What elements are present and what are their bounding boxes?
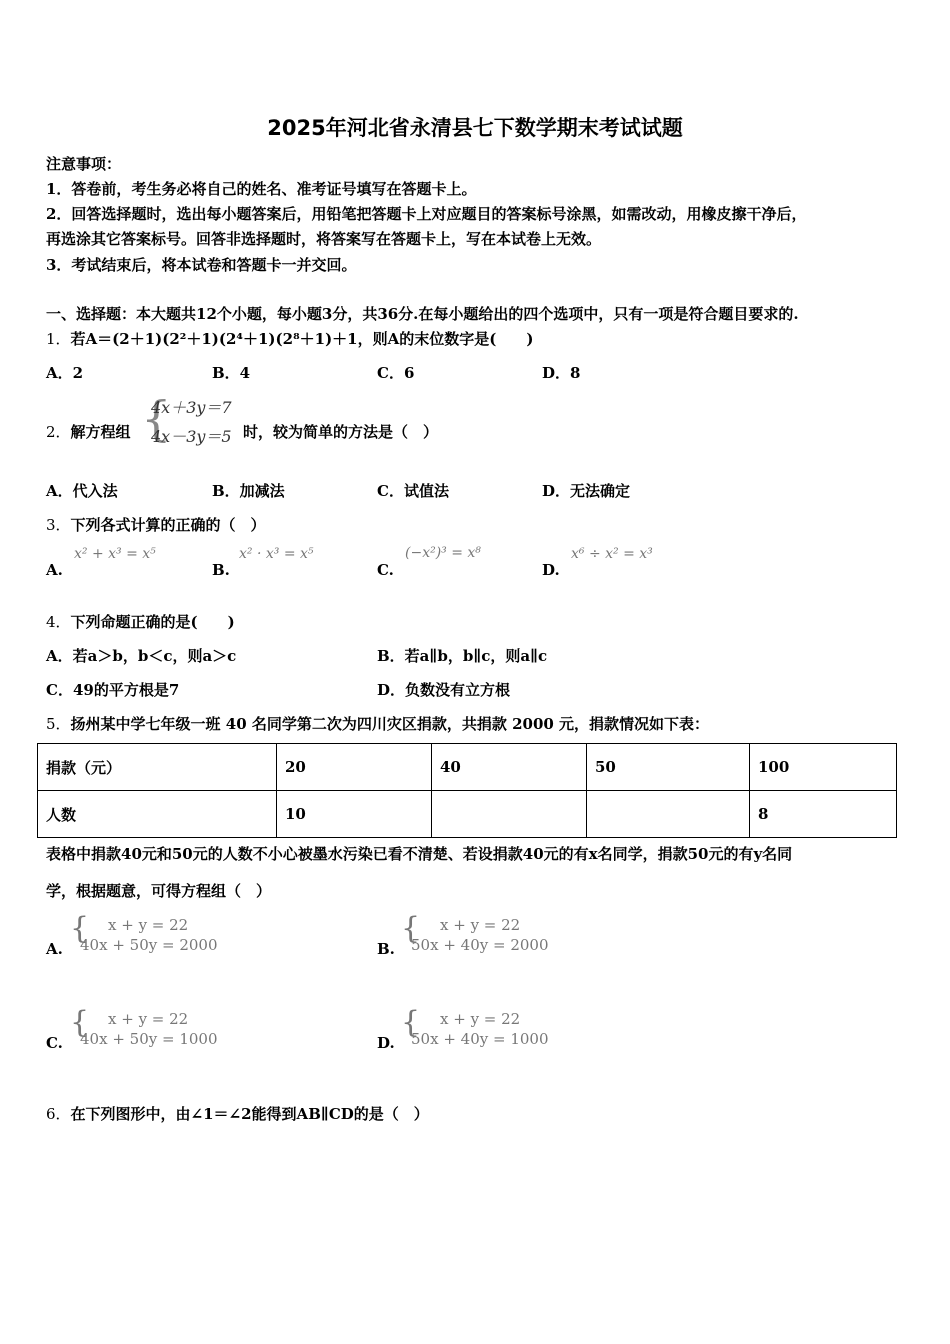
q5-option-b-eq1: x + y = 22 bbox=[440, 916, 521, 934]
table-cell: 20 bbox=[277, 744, 432, 791]
table-cell bbox=[432, 791, 587, 838]
notice-item-1: 1．答卷前，考生务必将自己的姓名、准考证号填写在答题卡上。 bbox=[46, 180, 477, 198]
q1-option-b[interactable]: B．4 bbox=[212, 364, 251, 382]
q5-option-a-label[interactable]: A. bbox=[46, 940, 63, 958]
q5-description-1: 表格中捐款40元和50元的人数不小心被墨水污染已看不清楚、若设捐款40元的有x名同学，捐款50元的有y名同 bbox=[46, 845, 793, 863]
donation-table bbox=[37, 743, 897, 838]
q3-option-d-label[interactable]: D. bbox=[542, 561, 560, 579]
q2-option-d[interactable]: D．无法确定 bbox=[542, 482, 631, 500]
question-4 bbox=[46, 611, 235, 632]
table-cell: 捐款（元） bbox=[38, 744, 277, 791]
table-cell: 40 bbox=[432, 744, 587, 791]
table-cell: 10 bbox=[277, 791, 432, 838]
question-text: 下列各式计算的正确的（ ） bbox=[70, 516, 266, 534]
q5-option-b-eq2: 50x + 40y = 2000 bbox=[411, 936, 549, 954]
q1-option-d[interactable]: D．8 bbox=[542, 364, 581, 382]
q2-option-a[interactable]: A．代入法 bbox=[46, 482, 118, 500]
question-number: 4． bbox=[46, 613, 71, 631]
question-2-tail: 时，较为简单的方法是（ ） bbox=[243, 423, 439, 441]
q2-equation-2: 4x－3y＝5 bbox=[151, 427, 232, 446]
notice-heading: 注意事项： bbox=[46, 155, 122, 173]
q3-option-c-expr: (−x²)³ = x⁸ bbox=[405, 545, 481, 561]
q5-option-d-eq2: 50x + 40y = 1000 bbox=[411, 1030, 549, 1048]
question-number: 1． bbox=[46, 330, 71, 348]
system-brace: { bbox=[70, 911, 90, 946]
notice-item-3: 3．考试结束后，将本试卷和答题卡一并交回。 bbox=[46, 256, 357, 274]
q3-option-b-label[interactable]: B. bbox=[212, 561, 230, 579]
table-row bbox=[38, 791, 897, 838]
q2-option-b[interactable]: B．加减法 bbox=[212, 482, 285, 500]
q1-option-a[interactable]: A．2 bbox=[46, 364, 84, 382]
q4-option-a[interactable]: A．若a＞b，b＜c，则a＞c bbox=[46, 647, 237, 665]
question-1 bbox=[46, 328, 533, 349]
question-text: 若A＝(2＋1)(2²＋1)(2⁴＋1)(2⁸＋1)＋1，则A的末位数字是( ) bbox=[70, 330, 534, 348]
q5-option-d-label[interactable]: D. bbox=[377, 1034, 395, 1052]
question-number: 6． bbox=[46, 1105, 71, 1123]
table-cell bbox=[587, 791, 750, 838]
q5-option-a-eq1: x + y = 22 bbox=[108, 916, 189, 934]
q5-option-a-eq2: 40x + 50y = 2000 bbox=[80, 936, 218, 954]
q5-option-b-label[interactable]: B. bbox=[377, 940, 395, 958]
q3-option-a-expr: x² + x³ = x⁵ bbox=[74, 546, 156, 562]
notice-item-2: 2．回答选择题时，选出每小题答案后，用铅笔把答题卡上对应题目的答案标号涂黑，如需改动，用橡皮擦干净后， bbox=[46, 205, 807, 223]
question-number: 2． bbox=[46, 423, 71, 441]
table-cell: 100 bbox=[750, 744, 897, 791]
q3-option-b-expr: x² · x³ = x⁵ bbox=[239, 546, 314, 562]
question-2-lead bbox=[46, 421, 131, 442]
table-cell: 50 bbox=[587, 744, 750, 791]
q4-option-b[interactable]: B．若a∥b，b∥c，则a∥c bbox=[377, 647, 548, 665]
notice-item-2-cont: 再选涂其它答案标号。回答非选择题时，将答案写在答题卡上，写在本试卷上无效。 bbox=[46, 230, 602, 248]
q1-option-c[interactable]: C．6 bbox=[377, 364, 415, 382]
q5-option-c-eq1: x + y = 22 bbox=[108, 1010, 189, 1028]
table-cell: 8 bbox=[750, 791, 897, 838]
question-number: 3． bbox=[46, 516, 71, 534]
q3-option-a-label[interactable]: A. bbox=[46, 561, 63, 579]
q2-equation-1: 4x＋3y＝7 bbox=[151, 398, 232, 417]
system-brace: { bbox=[70, 1005, 90, 1040]
q3-option-c-label[interactable]: C. bbox=[377, 561, 394, 579]
page-title: 2025年河北省永清县七下数学期末考试试题 bbox=[267, 116, 683, 140]
question-3 bbox=[46, 514, 266, 535]
question-number: 5． bbox=[46, 715, 71, 733]
question-text: 下列命题正确的是( ) bbox=[70, 613, 235, 631]
system-brace: { bbox=[141, 391, 172, 447]
question-text: 扬州某中学七年级一班 40 名同学第二次为四川灾区捐款，共捐款 2000 元，捐款情况如下表： bbox=[70, 715, 710, 733]
q5-option-c-label[interactable]: C. bbox=[46, 1034, 63, 1052]
q5-option-c-eq2: 40x + 50y = 1000 bbox=[80, 1030, 218, 1048]
q5-description-2: 学，根据题意，可得方程组（ ） bbox=[46, 882, 272, 900]
question-5 bbox=[46, 713, 709, 734]
q2-option-c[interactable]: C．试值法 bbox=[377, 482, 449, 500]
question-text: 在下列图形中，由∠1＝∠2能得到AB∥CD的是（ ） bbox=[70, 1105, 429, 1123]
q5-option-d-eq1: x + y = 22 bbox=[440, 1010, 521, 1028]
q4-option-d[interactable]: D．负数没有立方根 bbox=[377, 681, 511, 699]
question-text: 解方程组 bbox=[70, 423, 131, 441]
system-brace: { bbox=[401, 1005, 421, 1040]
table-cell: 人数 bbox=[38, 791, 277, 838]
section-heading: 一、选择题：本大题共12个小题，每小题3分，共36分.在每小题给出的四个选项中，只有一项是符合题目要求的. bbox=[46, 305, 799, 323]
question-6 bbox=[46, 1103, 429, 1124]
q4-option-c[interactable]: C．49的平方根是7 bbox=[46, 681, 180, 699]
q3-option-d-expr: x⁶ ÷ x² = x³ bbox=[571, 546, 653, 562]
table-row bbox=[38, 744, 897, 791]
system-brace: { bbox=[401, 911, 421, 946]
